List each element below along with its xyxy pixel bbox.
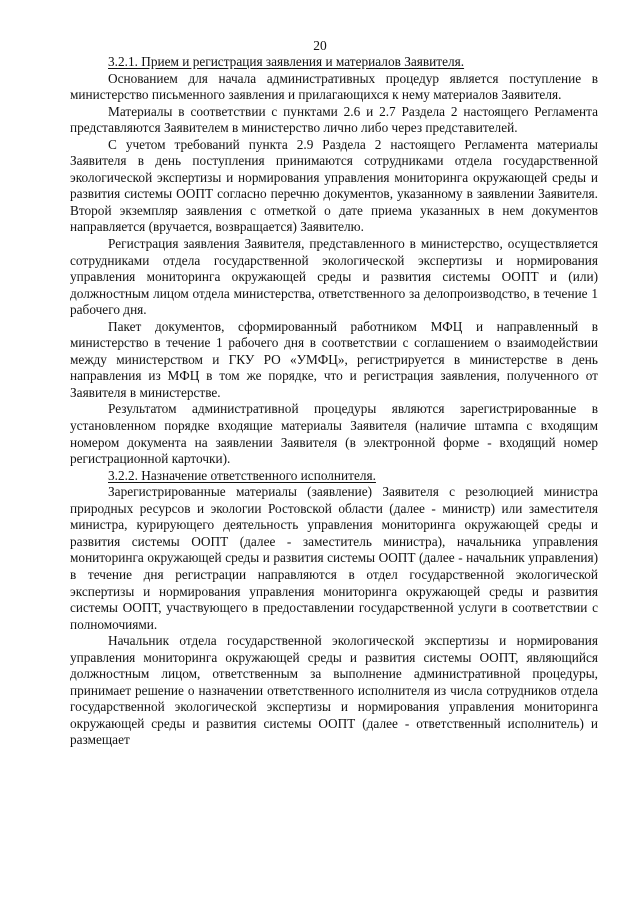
paragraph: Пакет документов, сформированный работником МФЦ и направленный в министерство в течение 1 рабочего дня в соответствии с соглашением о взаимодействии между министерством и ГКУ РО «УМФЦ», регистрируется в министерстве в день направления из МФЦ в том же порядке, что и регистрация заявления, полученного от Заявителя в министерстве. — [70, 318, 598, 400]
section-heading-3-2-2: 3.2.2. Назначение ответственного исполнителя. — [108, 467, 376, 483]
paragraph: Результатом административной процедуры являются зарегистрированные в установленном порядке входящие материалы Заявителя (наличие штампа с входящим номером документа на заявлении Заявителя (в электронной форме - входящий номер регистрационной карточки). — [70, 401, 598, 467]
paragraph: Начальник отдела государственной экологической экспертизы и нормирования управления мониторинга окружающей среды и развития системы ООПТ, являющийся должностным лицом, ответственным за выполнение административной процедуры, принимает решение о назначении ответственного исполнителя из числа сотрудников отдела государственной экологической экспертизы и нормирования управления мониторинга окружающей среды и развития системы ООПТ (далее - ответственный исполнитель) и размещает — [70, 633, 598, 748]
paragraph: Регистрация заявления Заявителя, представленного в министерство, осуществляется сотрудниками отдела государственной экологической экспертизы и нормирования управления мониторинга окружающей среды и развития системы ООПТ и (или) должностным лицом отдела министерства, ответственного за делопроизводство, в течение 1 рабочего дня. — [70, 236, 598, 318]
paragraph: С учетом требований пункта 2.9 Раздела 2 настоящего Регламента материалы Заявителя в день поступления принимаются сотрудниками отдела государственной экологической экспертизы и нормирования управления мониторинга окружающей среды и развития системы ООПТ согласно перечню документов, указанному в заявлении Заявителя. Второй экземпляр заявления с отметкой о дате приема указанных в нем документов направляется (вручается, возвращается) Заявителю. — [70, 136, 598, 235]
section-heading-3-2-1: 3.2.1. Прием и регистрация заявления и материалов Заявителя. — [108, 54, 465, 69]
paragraph: Материалы в соответствии с пунктами 2.6 и 2.7 Раздела 2 настоящего Регламента представляются Заявителем в министерство лично либо через представителей. — [70, 103, 598, 136]
paragraph: Зарегистрированные материалы (заявление) Заявителя с резолюцией министра природных ресурсов и экологии Ростовской области (далее - министр) или заместителя министра, курирующего деятельность управления мониторинга окружающей среды и развития системы ООПТ (далее - заместитель министра), начальника управления мониторинга окружающей среды и развития системы ООПТ (далее - начальник управления) в течение дня регистрации направляются в отдел государственной экологической экспертизы и нормирования управления мониторинга окружающей среды и развития системы ООПТ, участвующего в предоставлении государственной услуги в соответствии с полномочиями. — [70, 484, 598, 632]
document-body — [70, 54, 598, 749]
page-number: 20 — [313, 38, 327, 53]
paragraph: Основанием для начала административных процедур является поступление в министерство письменного заявления и прилагающихся к нему материалов Заявителя. — [70, 70, 598, 103]
